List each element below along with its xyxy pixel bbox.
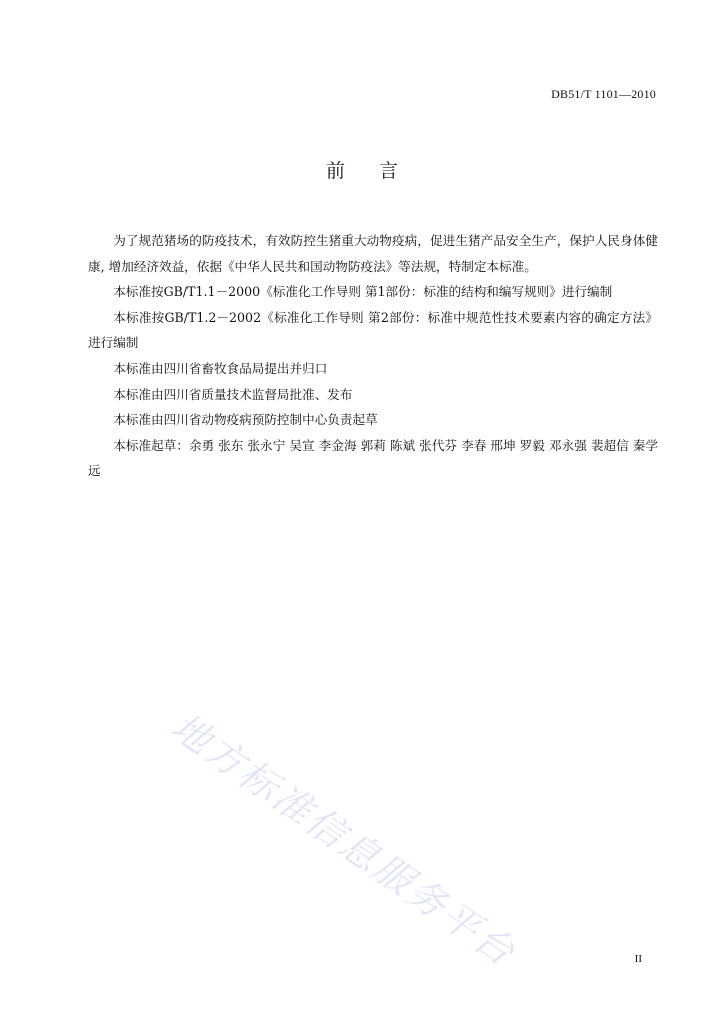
paragraph-gb-t1-1: 本标准按GB/T1.1－2000《标准化工作导则 第1部份：标准的结构和编写规则》进行编制 (113, 284, 613, 300)
paragraph-gb-t1-2: 本标准按GB/T1.2－2002《标准化工作导则 第2部份：标准中规范性技术要素内容的确定方法》进行编制 (88, 309, 658, 351)
page-number: II (634, 953, 642, 965)
standard-number: DB51/T 1101—2010 (551, 87, 656, 101)
paragraph-proposer: 本标准由四川省畜牧食品局提出并归口 (113, 360, 328, 376)
paragraph-drafters: 本标准起草：余勇 张东 张永宁 吴宣 李金海 郭莉 陈斌 张代芬 李春 邢坤 罗毅 邓永强 裴超信 秦学远 (88, 437, 658, 479)
paragraph-drafting-unit: 本标准由四川省动物疫病预防控制中心负责起草 (113, 412, 378, 428)
paragraph-approver: 本标准由四川省质量技术监督局批准、发布 (113, 386, 353, 402)
watermark: 地方标准信息服务平台 (163, 704, 525, 976)
page-title: 前言 (325, 160, 432, 182)
foreword-body (88, 228, 658, 484)
paragraph-purpose: 为了规范猪场的防疫技术，有效防控生猪重大动物疫病，促进生猪产品安全生产，保护人民身体健康, 增加经济效益，依据《中华人民共和国动物防疫法》等法规，特制定本标准。 (88, 233, 658, 274)
